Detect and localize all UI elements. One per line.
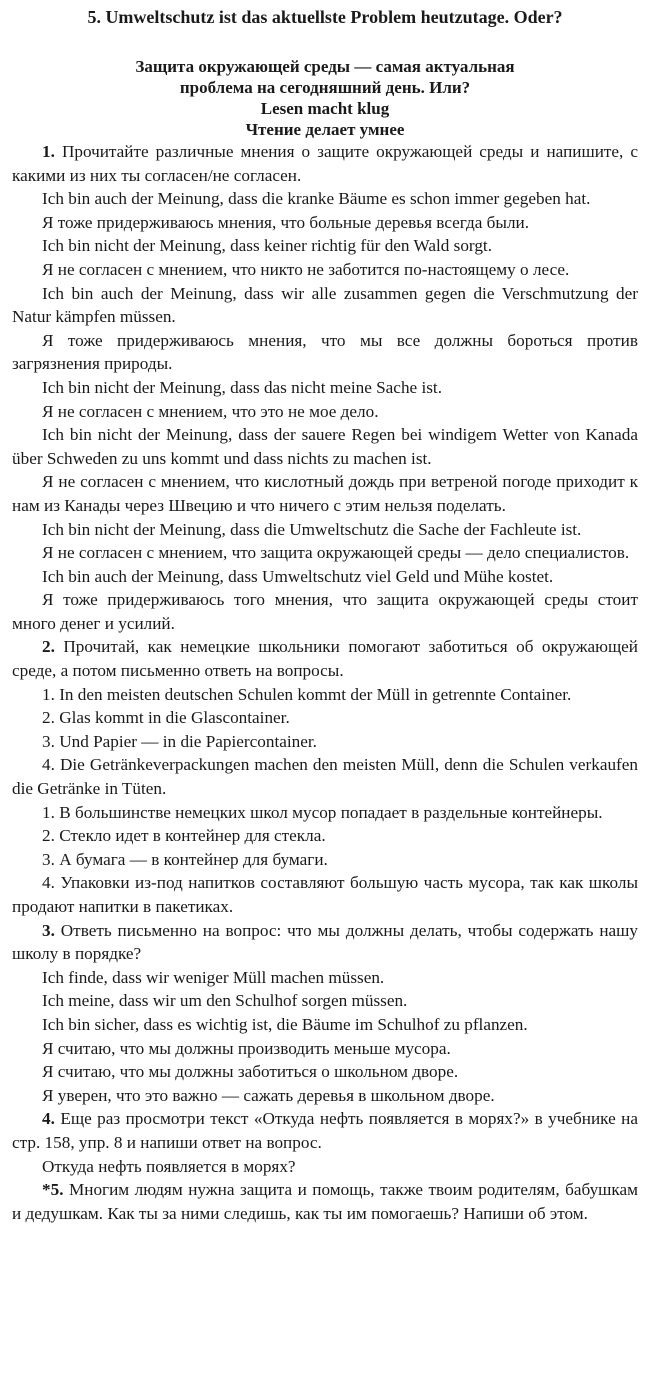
task2-item: 3. Und Papier — in die Papiercontainer. bbox=[42, 731, 317, 751]
task3-item: Ich bin sicher, dass es wichtig ist, die Bäume im Schulhof zu pflanzen. bbox=[42, 1014, 528, 1034]
ru-title-line-1: Защита окружающей среды — самая актуальная bbox=[135, 57, 515, 76]
task3-item: Я считаю, что мы должны заботиться о школьном дворе. bbox=[42, 1062, 459, 1082]
task1-item: Ich bin nicht der Meinung, dass der sauere Regen bei windigem Wetter von Kanada über Schweden zu uns kommt und dass nichts zu machen ist. bbox=[12, 425, 638, 468]
task1-item: Ich bin nicht der Meinung, dass die Umweltschutz die Sache der Fachleute ist. bbox=[42, 519, 582, 539]
reading-title-de: Lesen macht klug bbox=[260, 99, 390, 118]
task1-item: Ich bin nicht der Meinung, dass keiner richtig für den Wald sorgt. bbox=[42, 236, 493, 256]
reading-title-ru: Чтение делает умнее bbox=[245, 120, 405, 139]
task4-instruction: 4. Еще раз просмотри текст «Откуда нефть появляется в морях?» в учебнике на стр. 158, упр. 8 и напиши ответ на вопрос. bbox=[12, 1109, 639, 1152]
ru-title-line-2: проблема на сегодняшний день. Или? bbox=[179, 78, 471, 97]
task3-item: Ich meine, dass wir um den Schulhof sorgen müssen. bbox=[42, 991, 408, 1011]
task1-item: Ich bin nicht der Meinung, dass das nicht meine Sache ist. bbox=[42, 377, 442, 397]
task1-item: Я не согласен с мнением, что защита окружающей среды — дело специалистов. bbox=[42, 543, 630, 563]
task3-item: Ich finde, dass wir weniger Müll machen müssen. bbox=[42, 967, 385, 987]
task1-item: Ich bin auch der Meinung, dass Umweltschutz viel Geld und Mühe kostet. bbox=[42, 566, 554, 586]
task1-item: Я тоже придерживаюсь мнения, что больные деревья всегда были. bbox=[42, 212, 530, 232]
task2-item: 1. В большинстве немецких школ мусор попадает в раздельные контейнеры. bbox=[42, 802, 603, 822]
task2-item: 4. Упаковки из-под напитков составляют большую часть мусора, так как школы продают напитки в пакетиках. bbox=[12, 873, 638, 916]
task1-item: Ich bin auch der Meinung, dass die kranke Bäume es schon immer gegeben hat. bbox=[42, 189, 591, 209]
task5-instruction: *5. Многим людям нужна защита и помощь, также твоим родителям, бабушкам и дедушкам. Как ты за ними следишь, как ты им помогаешь? Напиши об этом. bbox=[12, 1180, 638, 1223]
task4-question: Откуда нефть появляется в морях? bbox=[42, 1156, 296, 1176]
task2-item: 4. Die Getränkeverpackungen machen den meisten Müll, denn die Schulen verkaufen die Getränke in Tüten. bbox=[12, 755, 638, 799]
task2-item: 2. Стекло идет в контейнер для стекла. bbox=[42, 826, 326, 846]
task1-number: 1. bbox=[42, 142, 55, 161]
task2-item: 3. А бумага — в контейнер для бумаги. bbox=[42, 849, 328, 869]
task1-instruction: 1. Прочитайте различные мнения о защите окружающей среды и напишите, с какими из них ты согласен/не согласен. bbox=[12, 142, 639, 185]
task2-instruction: 2. Прочитай, как немецкие школьники помогают заботиться об окружающей среде, а потом письменно ответь на вопросы. bbox=[12, 637, 639, 681]
task3-item: Я считаю, что мы должны производить меньше мусора. bbox=[42, 1038, 451, 1058]
task1-item: Ich bin auch der Meinung, dass wir alle zusammen gegen die Verschmutzung der Natur kämpfen müssen. bbox=[12, 283, 638, 327]
task4-number: 4. bbox=[42, 1109, 55, 1129]
task2-item: 1. In den meisten deutschen Schulen kommt der Müll in getrennte Container. bbox=[42, 684, 572, 704]
task5-number: *5. bbox=[42, 1180, 64, 1200]
task3-instruction: 3. Ответь письменно на вопрос: что мы должны делать, чтобы содержать нашу школу в порядке? bbox=[12, 920, 638, 964]
task2-item: 2. Glas kommt in die Glascontainer. bbox=[42, 708, 290, 728]
task1-item: Я тоже придерживаюсь того мнения, что защита окружающей среды стоит много денег и усилий. bbox=[12, 590, 638, 633]
section-title: 5. Umweltschutz ist das aktuellste Problem heutzutage. Oder? bbox=[87, 7, 563, 27]
task3-item: Я уверен, что это важно — сажать деревья в школьном дворе. bbox=[42, 1085, 495, 1105]
task1-item: Я не согласен с мнением, что кислотный дождь при ветреной погоде приходит к нам из Канады через Швецию и что ничего с этим нельзя поделать. bbox=[12, 472, 638, 515]
task2-number: 2. bbox=[42, 637, 55, 657]
task1-item: Я не согласен с мнением, что никто не заботится по-настоящему о лесе. bbox=[42, 259, 570, 279]
task1-item: Я не согласен с мнением, что это не мое дело. bbox=[42, 401, 379, 421]
task3-number: 3. bbox=[42, 920, 55, 940]
task1-item: Я тоже придерживаюсь мнения, что мы все должны бороться против загрязнения природы. bbox=[12, 330, 638, 374]
